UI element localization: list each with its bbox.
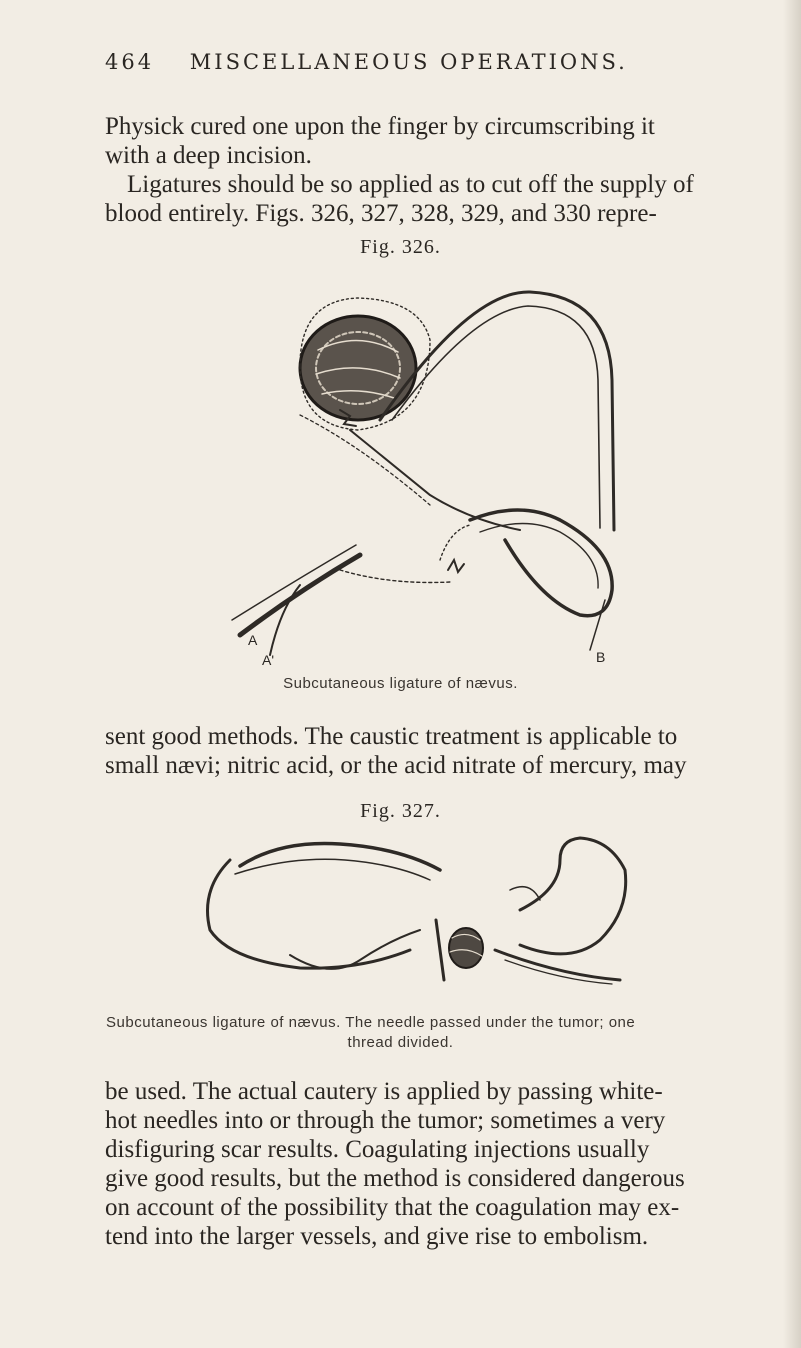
figure-326-caption: Subcutaneous ligature of nævus. bbox=[283, 675, 518, 692]
text-line: Physick cured one upon the finger by circumscribing it bbox=[105, 113, 655, 140]
paragraph-2 bbox=[105, 722, 770, 780]
text-line: small nævi; nitric acid, or the acid nitrate of mercury, may bbox=[105, 752, 687, 779]
figure-326-letter-a-prime: A' bbox=[262, 652, 275, 668]
running-title: MISCELLANEOUS OPERATIONS. bbox=[189, 50, 628, 74]
text-line: sent good methods. The caustic treatment is applicable to bbox=[105, 723, 678, 750]
text-line: be used. The actual cautery is applied by passing white- bbox=[105, 1078, 663, 1105]
figure-326-illustration bbox=[0, 270, 801, 690]
figure-326-letter-a: A bbox=[248, 632, 258, 648]
figure-327-illustration bbox=[0, 830, 801, 1010]
figure-327-label: Fig. 327. bbox=[360, 800, 441, 822]
text-line: disfiguring scar results. Coagulating injections usually bbox=[105, 1136, 650, 1163]
text-line: give good results, but the method is considered dangerous bbox=[105, 1165, 685, 1192]
text-line: tend into the larger vessels, and give rise to embolism. bbox=[105, 1223, 649, 1250]
running-header bbox=[105, 50, 745, 74]
figure-327-caption-line-2: thread divided. bbox=[347, 1034, 454, 1051]
figure-326-letter-b: B bbox=[596, 649, 606, 665]
paragraph-3 bbox=[105, 1077, 770, 1251]
text-line: blood entirely. Figs. 326, 327, 328, 329, and 330 repre- bbox=[105, 200, 657, 227]
text-line: with a deep incision. bbox=[105, 142, 312, 169]
text-line: Ligatures should be so applied as to cut off the supply of bbox=[127, 171, 694, 198]
figure-326-label: Fig. 326. bbox=[360, 236, 441, 258]
paragraph-1 bbox=[105, 112, 770, 228]
figure-327-caption-line-1: Subcutaneous ligature of nævus. The needle passed under the tumor; one bbox=[106, 1014, 636, 1031]
text-line: on account of the possibility that the coagulation may ex- bbox=[105, 1194, 680, 1221]
page-number: 464 bbox=[105, 50, 155, 74]
text-line: hot needles into or through the tumor; sometimes a very bbox=[105, 1107, 666, 1134]
